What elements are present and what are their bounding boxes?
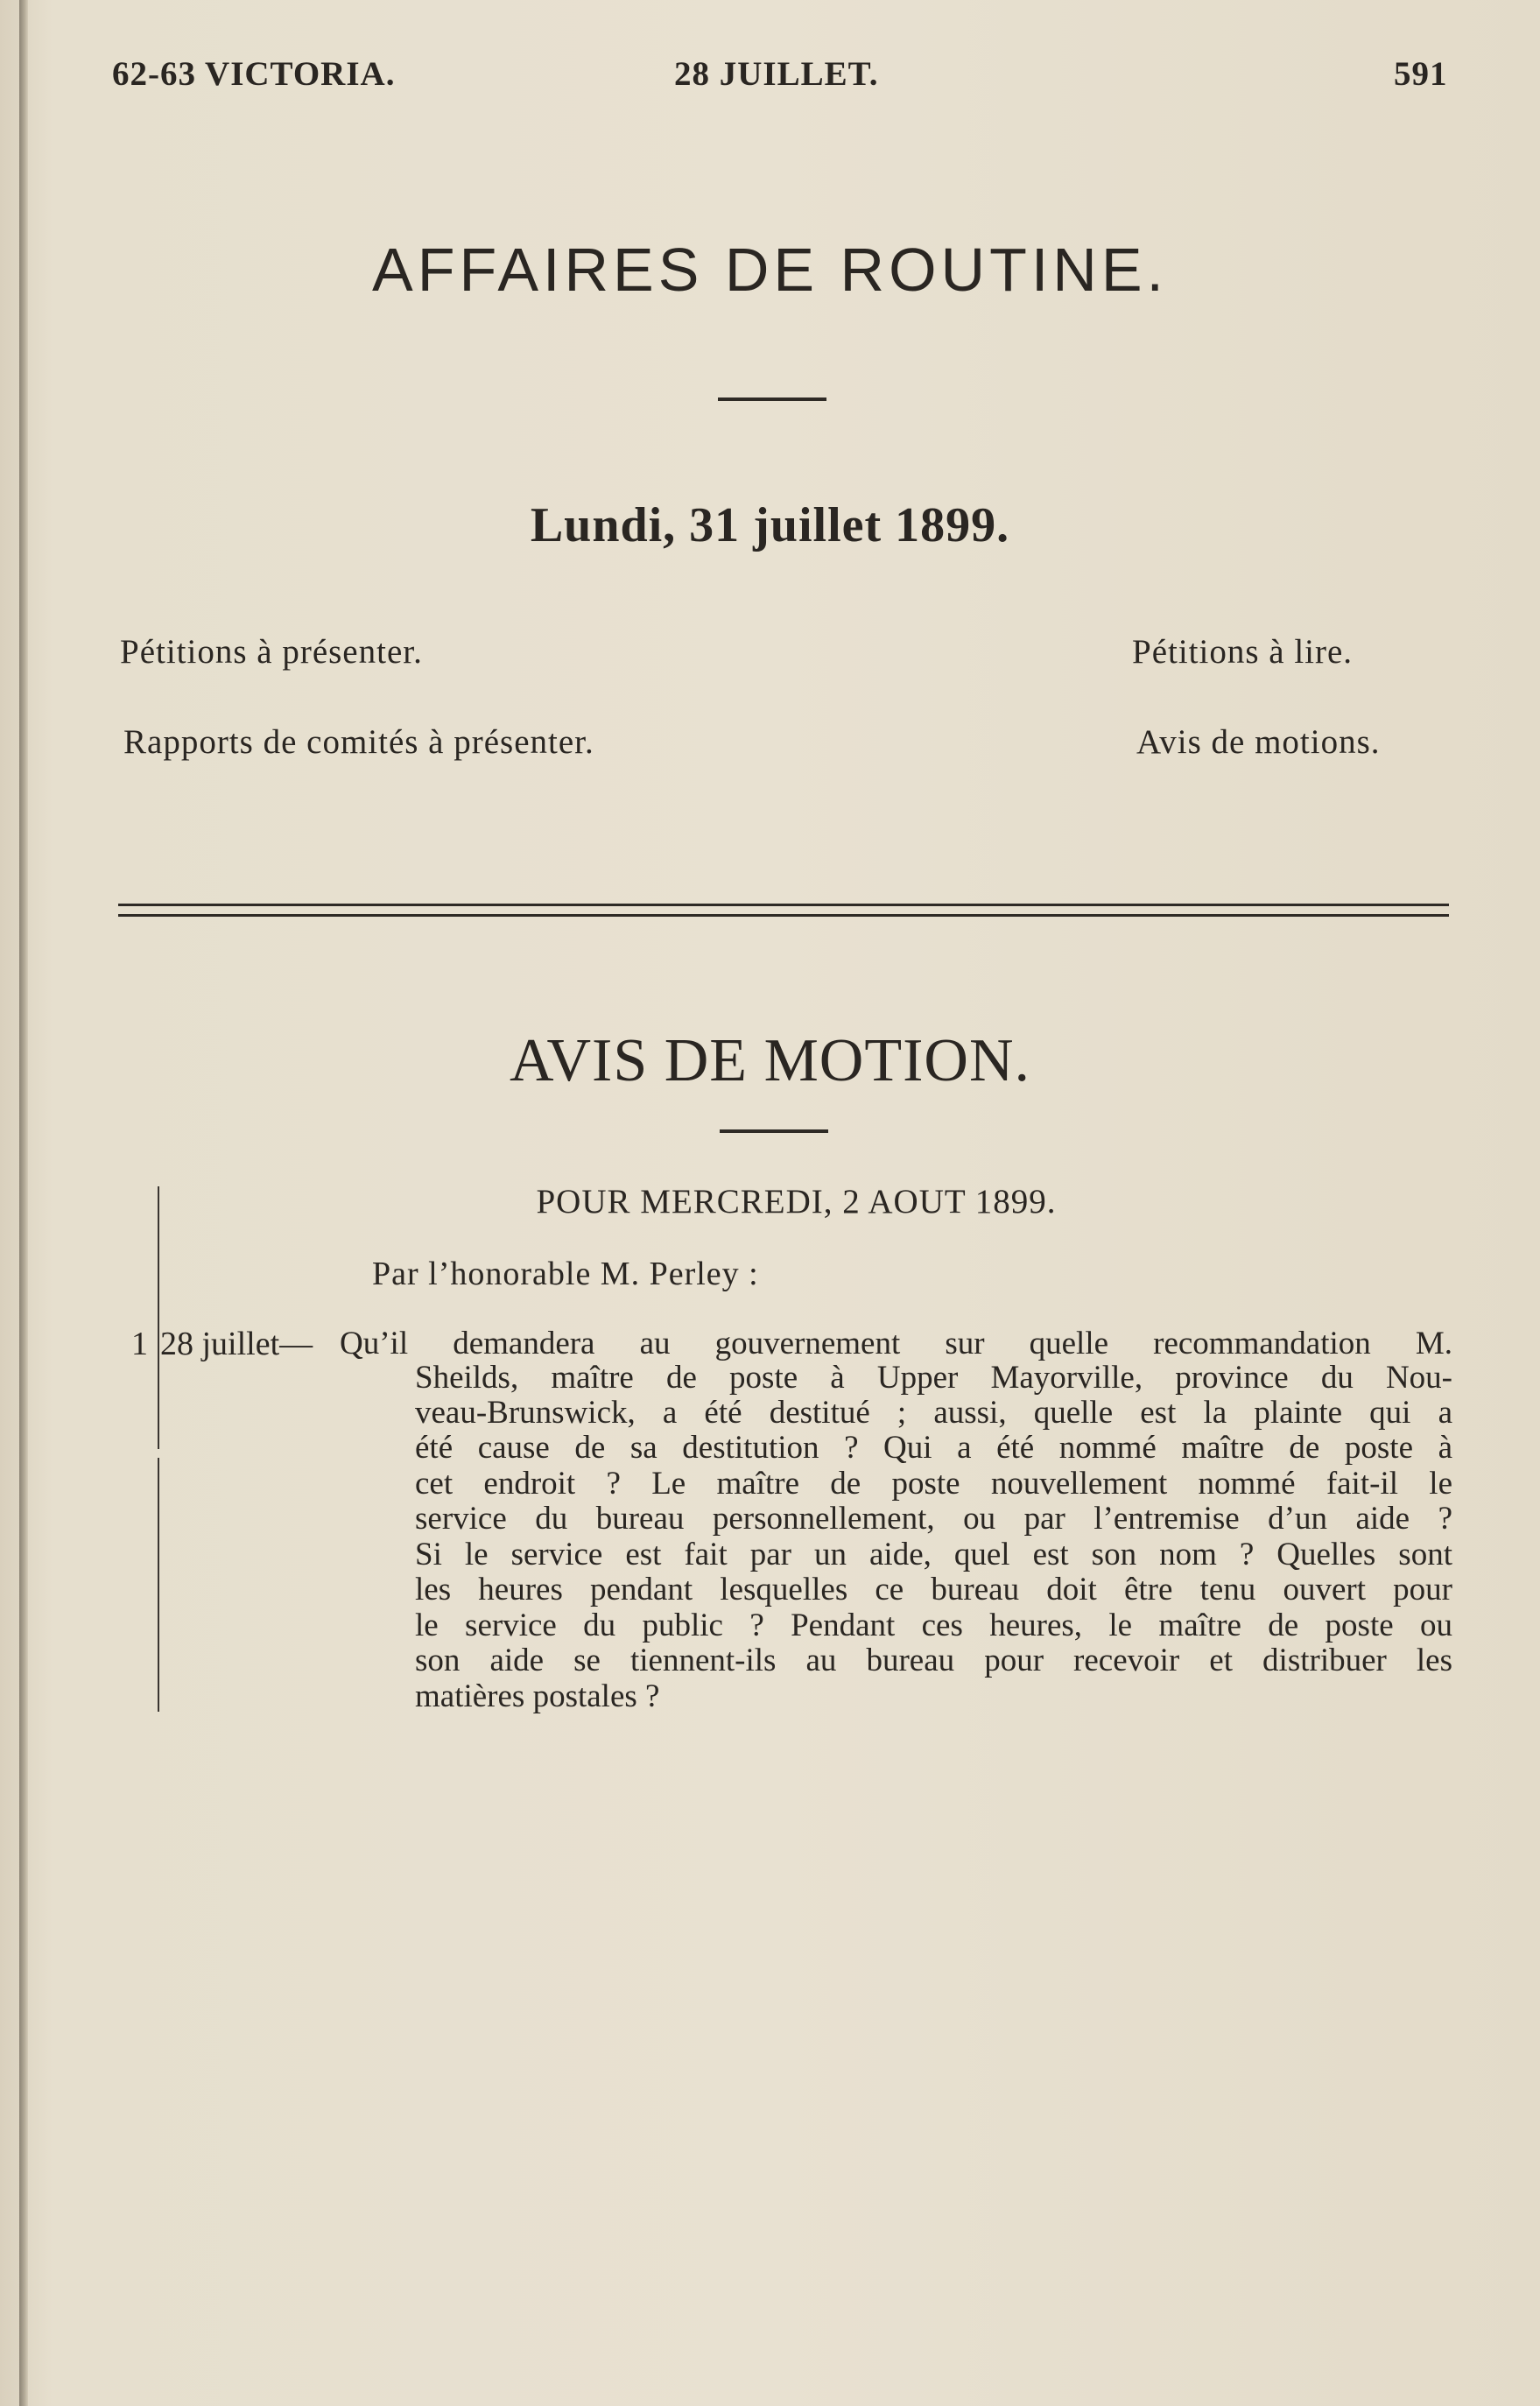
- routine-item: Pétitions à lire.: [1132, 633, 1354, 671]
- double-rule-bottom: [118, 914, 1449, 917]
- running-head-session: 62-63 VICTORIA.: [112, 55, 396, 93]
- routine-item: Rapports de comités à présenter.: [123, 723, 594, 761]
- routine-title: AFFAIRES DE ROUTINE.: [372, 236, 1168, 304]
- margin-rule: [158, 1186, 159, 1449]
- sitting-date: Lundi, 31 juillet 1899.: [530, 498, 1010, 552]
- margin-rule: [158, 1458, 159, 1712]
- motion-text-line: son aide se tiennent-ils au bureau pour recevoir et distribuer les: [415, 1643, 1452, 1678]
- routine-item: Pétitions à présenter.: [120, 633, 423, 671]
- routine-item: Avis de motions.: [1136, 723, 1381, 761]
- running-head-date: 28 JUILLET.: [674, 55, 879, 93]
- motion-text-line: les heures pendant lesquelles ce bureau doit être tenu ouvert pour: [415, 1572, 1452, 1608]
- motion-for-date: POUR MERCREDI, 2 AOUT 1899.: [536, 1183, 1057, 1221]
- motion-mover: Par l’honorable M. Perley :: [372, 1256, 759, 1292]
- short-rule: [720, 1129, 828, 1133]
- motion-text-line: Sheilds, maître de poste à Upper Mayorville, province du Nou-: [415, 1360, 1452, 1396]
- motion-text-line: cet endroit ? Le maître de poste nouvellement nommé fait-il le: [415, 1466, 1452, 1502]
- motion-text-line: service du bureau personnellement, ou par l’entremise d’un aide ?: [415, 1501, 1452, 1537]
- motion-text-line: Qu’il demandera au gouvernement sur quelle recommandation M.: [340, 1326, 1452, 1361]
- motion-text-line: veau-Brunswick, a été destitué ; aussi, quelle est la plainte qui a: [415, 1395, 1452, 1431]
- double-rule-top: [118, 904, 1449, 906]
- short-rule: [718, 397, 826, 401]
- page-number: 591: [1394, 55, 1448, 93]
- motion-text-line: Si le service est fait par un aide, quel est son nom ? Quelles sont: [415, 1537, 1452, 1572]
- motion-date-lead: 28 juillet—: [160, 1326, 313, 1362]
- motion-text-line: matières postales ?: [415, 1678, 660, 1714]
- motion-text-line: le service du public ? Pendant ces heures, le maître de poste ou: [415, 1608, 1452, 1643]
- motion-number: 1: [131, 1326, 148, 1362]
- motion-title: AVIS DE MOTION.: [509, 1027, 1031, 1094]
- motion-text-line: été cause de sa destitution ? Qui a été nommé maître de poste à: [415, 1430, 1452, 1466]
